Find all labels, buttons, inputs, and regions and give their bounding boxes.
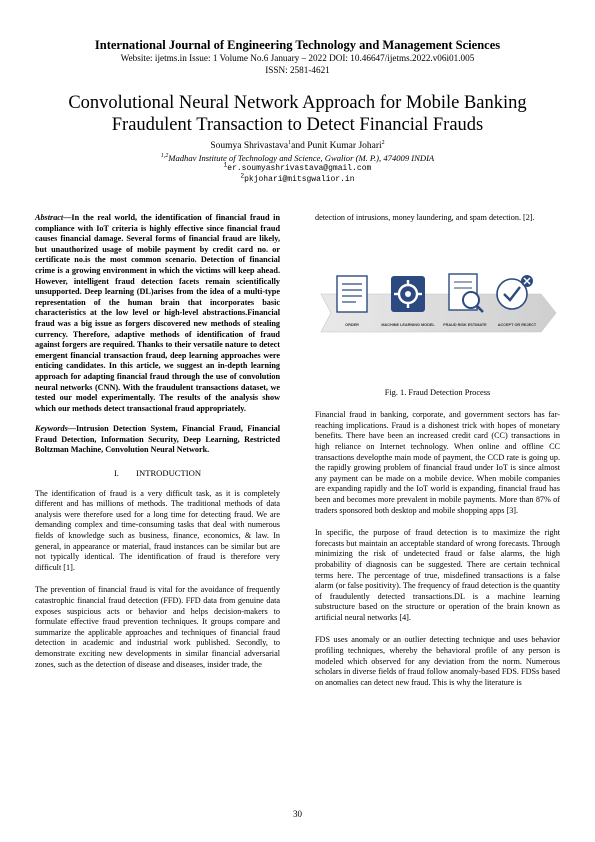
email1-sup: 1 [223, 161, 228, 169]
keywords-text: —Intrusion Detection System, Financial Fraud, Financial Fraud Detection, Information Security, Deep Learning, Restricted Boltzman Machine, Convolution Neural Network. [35, 424, 280, 455]
email1[interactable]: er.soumyashrivastava@gmail.com [227, 164, 372, 173]
author1-name: Soumya Shrivastava [210, 141, 289, 151]
stage-label-order: ORDER [345, 322, 359, 327]
email1-line [0, 161, 595, 175]
figure-caption: Fig. 1. Fraud Detection Process [384, 387, 491, 397]
journal-website-line: Website: ijetms.in Issue: 1 Volume No.6 January – 2022 DOI: 10.46647/ijetms.2022.v06i01.005 [120, 53, 475, 63]
order-document-icon [337, 276, 367, 312]
section-heading-introduction: I. INTRODUCTION [113, 468, 202, 479]
figure-fraud-detection-process [315, 234, 560, 382]
right-column [315, 213, 560, 700]
fraud-process-diagram [315, 234, 560, 382]
right-paragraph-1: Financial fraud in banking, corporate, and government sectors has far-reaching implications. Fraud is a dishonest trick with hopes of monetary benefits. There have been an increased credit card (CC) transactions in high reliance on Internet technology. When online and offline CC transactions developthe main mode of payment, the CCD rate is going up. the rapidly growing problem of financial fraud under IoT is since almost any payment can be made on a mobile device. When mobile companies are expanding rapidly and the IoT world is expanding, financial fraud has been and becomes more prevalent in mobile payments. More than 87% of traders sponsored both desktop and mobile shopping apps [3]. [315, 410, 560, 515]
keywords [35, 424, 280, 456]
stage-label-ml-model: MACHINE LEARNING MODEL [381, 322, 435, 327]
right-paragraph-3: FDS uses anomaly or an outlier detecting technique and uses behavior profiling techniques, whereby the behavioral profile of any person is modeled which observed for any deviation from the norm. Numerous scholars in diverse fields of fraud follow anomaly-based FDS. FDSs based on anomalies can detect new fraud. This is why the literature is [315, 635, 560, 687]
author-names [0, 140, 595, 152]
stage-label-accept-reject: ACCEPT OR REJECT [497, 322, 537, 327]
author2-sup: 2 [381, 139, 385, 146]
email2[interactable]: pkjohari@mitsgwalior.in [244, 174, 355, 184]
affiliation-sup: 1,2 [160, 153, 169, 160]
journal-issn: ISSN: 2581-4621 [265, 64, 330, 75]
paper-title [20, 92, 575, 136]
affiliation-text: Madhav Institute of Technology and Science, Gwalior (M. P.), 474009 INDIA [168, 153, 435, 163]
abstract [35, 213, 280, 414]
left-column [35, 213, 280, 682]
paper-title-line1: Convolutional Neural Network Approach for Mobile Banking [68, 93, 527, 113]
right-paragraph-2: In specific, the purpose of fraud detection is to maximize the right forecasts but maintain an acceptable standard of wrong forecasts. Through minimizing the risk of undetected fraud or false alarms, the high probability of diagnosis can be suggested. There are certain technical terms here. The percentage of true, misdefined transactions is a false alarm (or false positivity). The frequency of fraud detection is the quantity of fraudulently detected transactions.DL is a machine learning substructure based on the structure or operation of the brain known as artificial neural networks [4]. [315, 528, 560, 622]
page-number: 30 [293, 809, 302, 819]
author-block [0, 140, 595, 185]
affiliation [0, 152, 595, 164]
intro-paragraph-2: The prevention of financial fraud is vital for the avoidance of frequently catastrophic financial fraud detection (FFD). FFD data from genuine data exposes suspicious acts or behavior and helps decision-makers to formulate effective fraud prevention techniques. It groups compare and summarize the applicable approaches and techniques of financial fraud detection in academic and industrial work published. Secondly, to demonstrate exciting new developments in similar financial adversarial zones, such as the detection of disease and diseases, insider trade, the [35, 585, 280, 669]
fraud-risk-estimate-icon [449, 274, 483, 312]
keywords-label: Keywords [35, 424, 68, 434]
journal-header [0, 38, 595, 76]
email2-sup: 2 [240, 171, 245, 179]
right-paragraph-continuation: detection of intrusions, money laundering, and spam detection. [2]. [315, 213, 535, 222]
stage-label-risk-estimate: FRAUD RISK ESTIMATE [443, 322, 487, 327]
intro-paragraph-1: The identification of fraud is a very difficult task, as it is completely different and has millions of methods. The traditional methods of data analysis were therefore used for a long time for detecting fraud. We are demanding complex and time-consuming tasks that deal with numerous fields of knowledge such as business, finance, economics, & law. In general, in appearance or material, fraud instances can be similar but are not typically identical. The identification of fraud is therefore very difficult [1]. [35, 488, 280, 572]
abstract-label: Abstract [35, 213, 64, 222]
email2-line [0, 171, 595, 186]
machine-learning-gear-icon [391, 276, 425, 312]
abstract-text: —In the real world, the identification of financial fraud in compliance with IoT criteria is highly effective since financial fraud causes financial damage. Several forms of financial fraud are likely, but unauthorized usage of mobile payment by credit card no. or certificate no.is the most common scenario. Detection of financial crime is a growing environment in which the victims will keep ahead. However, intelligent fraud detection facets remain scientifically unsupported. Deep learning (DL)arises from the idea of a multi-type representation of the human brain that incorporates basic characteristics at the low level or high-level abstractions.Financial fraud was a big issue as forgers discovered new methods of stealing currency. Therefore, adaptive methods of identification of fraud against forgers are required. Thanks to their versatile nature to detect emergent financial transaction fraud, deep learning approaches were enticing candidates. In this article, we suggest an in-depth learning approach for adapting financial fraud through the use of convolution neural networks (CNN). With the fraudulent transactions dataset, we tested our model experimentally. The results of the analysis show which our methods detect transactional fraud appropriately. [35, 213, 280, 413]
author2-name: and Punit Kumar Johari [291, 141, 382, 151]
author1-sup: 1 [288, 139, 292, 146]
paper-title-line2: Fraudulent Transaction to Detect Financial Frauds [111, 115, 484, 135]
journal-name: International Journal of Engineering Technology and Management Sciences [94, 38, 501, 52]
